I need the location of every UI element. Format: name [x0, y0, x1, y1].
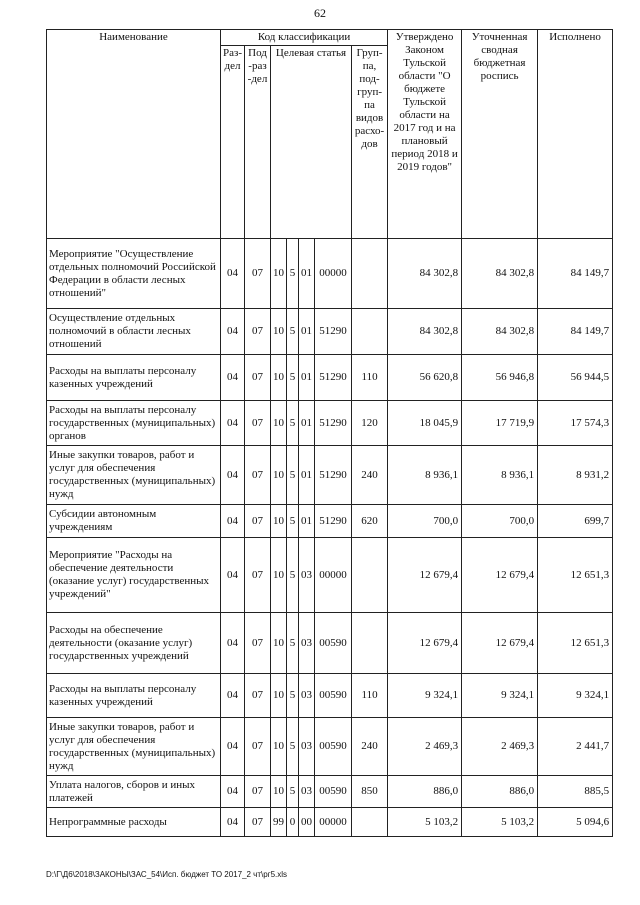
row-name: Мероприятие "Расходы на обеспечение деятельности (оказание услуг) государственных учреждений" — [47, 538, 221, 613]
row-target-event: 03 — [299, 613, 315, 674]
table-row — [47, 538, 613, 613]
header-group: Груп-па, под-груп-па видов расхо-дов — [352, 46, 388, 239]
row-target-subprogram: 5 — [287, 355, 299, 401]
row-refined: 84 302,8 — [462, 309, 538, 355]
row-target-subprogram: 5 — [287, 674, 299, 718]
row-podrazdel: 07 — [245, 613, 271, 674]
row-target-program: 10 — [271, 401, 287, 446]
row-expense-group: 850 — [352, 776, 388, 808]
row-podrazdel: 07 — [245, 239, 271, 309]
row-target-event: 01 — [299, 505, 315, 538]
row-approved: 886,0 — [388, 776, 462, 808]
row-approved: 2 469,3 — [388, 718, 462, 776]
row-expense-group: 240 — [352, 446, 388, 505]
row-razdel: 04 — [221, 309, 245, 355]
row-executed: 885,5 — [538, 776, 613, 808]
row-executed: 12 651,3 — [538, 538, 613, 613]
row-target-subprogram: 5 — [287, 505, 299, 538]
row-target-event: 03 — [299, 538, 315, 613]
row-name: Расходы на выплаты персоналу казенных учреждений — [47, 674, 221, 718]
row-approved: 56 620,8 — [388, 355, 462, 401]
row-target-direction: 00590 — [315, 674, 352, 718]
row-target-program: 10 — [271, 355, 287, 401]
row-target-program: 10 — [271, 446, 287, 505]
row-podrazdel: 07 — [245, 538, 271, 613]
row-target-direction: 51290 — [315, 446, 352, 505]
row-refined: 56 946,8 — [462, 355, 538, 401]
table-row — [47, 505, 613, 538]
header-refined: Уточненная сводная бюджетная роспись — [462, 30, 538, 239]
row-razdel: 04 — [221, 613, 245, 674]
row-razdel: 04 — [221, 401, 245, 446]
row-executed: 9 324,1 — [538, 674, 613, 718]
row-expense-group: 240 — [352, 718, 388, 776]
row-name: Иные закупки товаров, работ и услуг для обеспечения государственных (муниципальных) нужд — [47, 446, 221, 505]
row-target-program: 10 — [271, 674, 287, 718]
row-approved: 8 936,1 — [388, 446, 462, 505]
row-approved: 18 045,9 — [388, 401, 462, 446]
row-target-event: 01 — [299, 401, 315, 446]
row-target-subprogram: 5 — [287, 538, 299, 613]
row-expense-group — [352, 808, 388, 837]
row-target-program: 10 — [271, 309, 287, 355]
row-razdel: 04 — [221, 776, 245, 808]
row-expense-group — [352, 239, 388, 309]
budget-table — [46, 29, 613, 837]
row-target-program: 10 — [271, 718, 287, 776]
row-executed: 8 931,2 — [538, 446, 613, 505]
row-refined: 9 324,1 — [462, 674, 538, 718]
row-approved: 9 324,1 — [388, 674, 462, 718]
header-razdel: Раз-дел — [221, 46, 245, 239]
row-executed: 5 094,6 — [538, 808, 613, 837]
header-code-classification: Код классификации — [221, 30, 388, 46]
row-target-subprogram: 0 — [287, 808, 299, 837]
row-target-subprogram: 5 — [287, 776, 299, 808]
row-refined: 17 719,9 — [462, 401, 538, 446]
row-target-subprogram: 5 — [287, 718, 299, 776]
row-approved: 12 679,4 — [388, 538, 462, 613]
row-approved: 12 679,4 — [388, 613, 462, 674]
row-podrazdel: 07 — [245, 505, 271, 538]
row-podrazdel: 07 — [245, 446, 271, 505]
row-expense-group: 110 — [352, 674, 388, 718]
row-target-subprogram: 5 — [287, 613, 299, 674]
row-target-event: 01 — [299, 239, 315, 309]
table-row — [47, 401, 613, 446]
row-razdel: 04 — [221, 718, 245, 776]
row-refined: 12 679,4 — [462, 538, 538, 613]
row-target-event: 03 — [299, 776, 315, 808]
row-executed: 12 651,3 — [538, 613, 613, 674]
row-target-event: 01 — [299, 309, 315, 355]
header-approved: Утверждено Законом Тульской области "О бюджете Тульской области на 2017 год и на плановый период 2018 и 2019 годов" — [388, 30, 462, 239]
row-refined: 84 302,8 — [462, 239, 538, 309]
row-razdel: 04 — [221, 808, 245, 837]
row-name: Уплата налогов, сборов и иных платежей — [47, 776, 221, 808]
row-executed: 2 441,7 — [538, 718, 613, 776]
row-name: Непрограммные расходы — [47, 808, 221, 837]
row-target-subprogram: 5 — [287, 401, 299, 446]
header-target-article: Целевая статья — [271, 46, 352, 239]
row-target-program: 10 — [271, 613, 287, 674]
row-target-event: 01 — [299, 446, 315, 505]
row-razdel: 04 — [221, 239, 245, 309]
row-target-event: 01 — [299, 355, 315, 401]
row-name: Осуществление отдельных полномочий в области лесных отношений — [47, 309, 221, 355]
row-target-program: 10 — [271, 239, 287, 309]
table-row — [47, 718, 613, 776]
row-expense-group: 120 — [352, 401, 388, 446]
row-refined: 700,0 — [462, 505, 538, 538]
row-expense-group: 620 — [352, 505, 388, 538]
row-refined: 886,0 — [462, 776, 538, 808]
row-target-direction: 00590 — [315, 613, 352, 674]
row-podrazdel: 07 — [245, 776, 271, 808]
table-row — [47, 446, 613, 505]
row-podrazdel: 07 — [245, 718, 271, 776]
row-razdel: 04 — [221, 446, 245, 505]
row-razdel: 04 — [221, 538, 245, 613]
row-podrazdel: 07 — [245, 808, 271, 837]
header-name: Наименование — [47, 30, 221, 239]
row-target-direction: 51290 — [315, 401, 352, 446]
row-name: Расходы на выплаты персоналу государственных (муниципальных) органов — [47, 401, 221, 446]
row-razdel: 04 — [221, 505, 245, 538]
row-target-event: 00 — [299, 808, 315, 837]
row-podrazdel: 07 — [245, 355, 271, 401]
row-approved: 5 103,2 — [388, 808, 462, 837]
row-target-direction: 00000 — [315, 808, 352, 837]
row-target-direction: 51290 — [315, 355, 352, 401]
row-refined: 5 103,2 — [462, 808, 538, 837]
row-target-event: 03 — [299, 718, 315, 776]
row-approved: 700,0 — [388, 505, 462, 538]
row-name: Расходы на обеспечение деятельности (оказание услуг) государственных учреждений — [47, 613, 221, 674]
row-target-direction: 00590 — [315, 718, 352, 776]
table-body — [47, 239, 613, 837]
row-approved: 84 302,8 — [388, 239, 462, 309]
row-razdel: 04 — [221, 674, 245, 718]
row-refined: 2 469,3 — [462, 718, 538, 776]
row-target-direction: 00590 — [315, 776, 352, 808]
row-expense-group: 110 — [352, 355, 388, 401]
row-target-program: 10 — [271, 538, 287, 613]
row-podrazdel: 07 — [245, 401, 271, 446]
file-path-footer: D:\Г\Д6\2018\ЗАКОНЫ\ЗАС_54\Исп. бюджет ТО 2017_2 чт\рг5.xls — [46, 870, 288, 879]
table-row — [47, 674, 613, 718]
header-executed: Исполнено — [538, 30, 613, 239]
row-target-direction: 00000 — [315, 538, 352, 613]
row-executed: 56 944,5 — [538, 355, 613, 401]
table-row — [47, 776, 613, 808]
row-target-direction: 51290 — [315, 505, 352, 538]
row-target-direction: 51290 — [315, 309, 352, 355]
page-number: 62 — [314, 6, 326, 20]
row-podrazdel: 07 — [245, 309, 271, 355]
table-row — [47, 613, 613, 674]
row-name: Мероприятие "Осуществление отдельных полномочий Российской Федерации в области лесных отношений" — [47, 239, 221, 309]
header-podrazdel: Под-раз-дел — [245, 46, 271, 239]
row-executed: 17 574,3 — [538, 401, 613, 446]
row-expense-group — [352, 613, 388, 674]
table-row — [47, 355, 613, 401]
row-podrazdel: 07 — [245, 674, 271, 718]
row-name: Расходы на выплаты персоналу казенных учреждений — [47, 355, 221, 401]
row-target-program: 99 — [271, 808, 287, 837]
row-refined: 8 936,1 — [462, 446, 538, 505]
row-executed: 84 149,7 — [538, 239, 613, 309]
row-target-subprogram: 5 — [287, 239, 299, 309]
table-row — [47, 239, 613, 309]
table-row — [47, 808, 613, 837]
row-target-program: 10 — [271, 505, 287, 538]
row-target-event: 03 — [299, 674, 315, 718]
row-target-subprogram: 5 — [287, 309, 299, 355]
row-executed: 84 149,7 — [538, 309, 613, 355]
row-expense-group — [352, 538, 388, 613]
row-name: Иные закупки товаров, работ и услуг для обеспечения государственных (муниципальных) нужд — [47, 718, 221, 776]
row-target-program: 10 — [271, 776, 287, 808]
row-target-direction: 00000 — [315, 239, 352, 309]
row-name: Субсидии автономным учреждениям — [47, 505, 221, 538]
row-executed: 699,7 — [538, 505, 613, 538]
row-expense-group — [352, 309, 388, 355]
row-razdel: 04 — [221, 355, 245, 401]
table-row — [47, 309, 613, 355]
row-target-subprogram: 5 — [287, 446, 299, 505]
row-refined: 12 679,4 — [462, 613, 538, 674]
row-approved: 84 302,8 — [388, 309, 462, 355]
